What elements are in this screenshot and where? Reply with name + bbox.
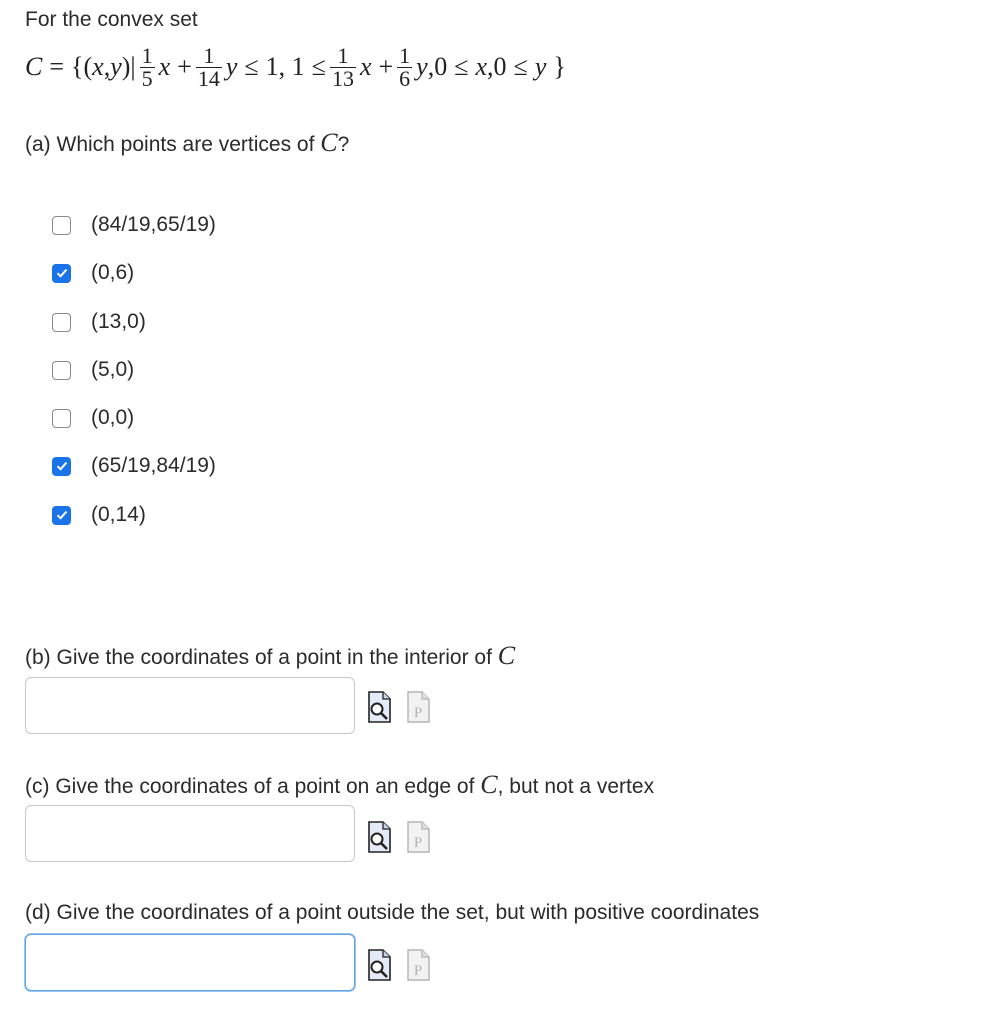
- answer-c-input[interactable]: [25, 805, 355, 862]
- option-label: (13,0): [91, 310, 146, 333]
- checkbox[interactable]: [52, 216, 71, 235]
- option-2[interactable]: [52, 260, 134, 286]
- option-label: (0,6): [91, 261, 135, 284]
- comma: ,: [103, 52, 111, 81]
- var-y: y: [225, 52, 238, 81]
- set-name: C: [25, 52, 43, 81]
- check-icon: [55, 508, 69, 522]
- option-label: (5,0): [91, 358, 135, 381]
- var-y: y: [110, 52, 122, 81]
- check-icon: [55, 459, 69, 473]
- part-c-prompt: (c) Give the coordinates of a point on an edge of C, but not a vertex: [25, 770, 655, 799]
- option-label: (84/19,65/19): [91, 213, 216, 236]
- checkbox[interactable]: [52, 313, 71, 332]
- var-x: x: [475, 52, 488, 81]
- fraction-1-6: $\frac{1}{6}$: [399, 42, 411, 91]
- set-close: }: [553, 52, 566, 81]
- svg-text:P: P: [413, 705, 423, 721]
- plus-sign: +: [378, 52, 394, 81]
- le-sign: ≤: [454, 52, 469, 81]
- answer-b-input[interactable]: [25, 677, 355, 734]
- svg-text:P: P: [413, 963, 423, 979]
- preview-magnifier-icon[interactable]: [367, 820, 393, 854]
- option-label: (0,0): [91, 406, 135, 429]
- fraction-1-13: $\frac{1}{13}$: [331, 42, 354, 91]
- fraction-1-5: $\frac{1}{5}$: [141, 42, 153, 91]
- intro-text: For the convex set: [25, 8, 198, 31]
- set-bar: )|: [121, 52, 136, 81]
- option-6[interactable]: [52, 453, 216, 479]
- le-sign: ≤: [244, 52, 259, 81]
- parse-p-icon[interactable]: [406, 948, 432, 982]
- option-label: (0,14): [91, 503, 146, 526]
- checkbox[interactable]: [52, 409, 71, 428]
- option-4[interactable]: [52, 357, 134, 383]
- var-x: x: [158, 52, 171, 81]
- checkbox[interactable]: [52, 506, 71, 525]
- var-x: x: [92, 52, 104, 81]
- svg-text:P: P: [413, 835, 423, 851]
- var-y: y: [416, 52, 428, 81]
- option-7[interactable]: [52, 502, 146, 528]
- check-icon: [55, 266, 69, 280]
- preview-magnifier-icon[interactable]: [367, 948, 393, 982]
- le-sign: ≤: [513, 52, 528, 81]
- var-x: x: [359, 52, 372, 81]
- plus-sign: +: [177, 52, 192, 81]
- set-var: C: [320, 128, 338, 157]
- parse-p-icon[interactable]: [406, 690, 432, 724]
- checkbox[interactable]: [52, 361, 71, 380]
- checkbox[interactable]: [52, 457, 71, 476]
- part-b-prompt: (b) Give the coordinates of a point in the interior of C: [25, 641, 516, 670]
- tail-text: ,0: [427, 52, 448, 81]
- preview-magnifier-icon[interactable]: [367, 690, 393, 724]
- set-var: C: [497, 641, 516, 670]
- checkbox[interactable]: [52, 264, 71, 283]
- part-d-prompt: (d) Give the coordinates of a point outside the set, but with positive coordinates: [25, 901, 760, 924]
- set-var: C: [480, 770, 498, 799]
- parse-p-icon[interactable]: [406, 820, 432, 854]
- option-5[interactable]: [52, 405, 134, 431]
- equals-sign: =: [49, 52, 65, 81]
- option-label: (65/19,84/19): [91, 454, 216, 477]
- var-y: y: [534, 52, 547, 81]
- fraction-1-14: $\frac{1}{14}$: [197, 42, 220, 91]
- tail-text: ,0: [487, 52, 507, 81]
- set-open: {(: [71, 52, 93, 81]
- option-1[interactable]: [52, 212, 216, 238]
- le-sign: ≤: [311, 52, 326, 81]
- bound-text: 1, 1: [265, 52, 305, 81]
- set-definition: [25, 36, 566, 98]
- option-3[interactable]: [52, 309, 146, 335]
- answer-d-input[interactable]: [25, 934, 355, 991]
- part-a-prompt: (a) Which points are vertices of C?: [25, 128, 350, 157]
